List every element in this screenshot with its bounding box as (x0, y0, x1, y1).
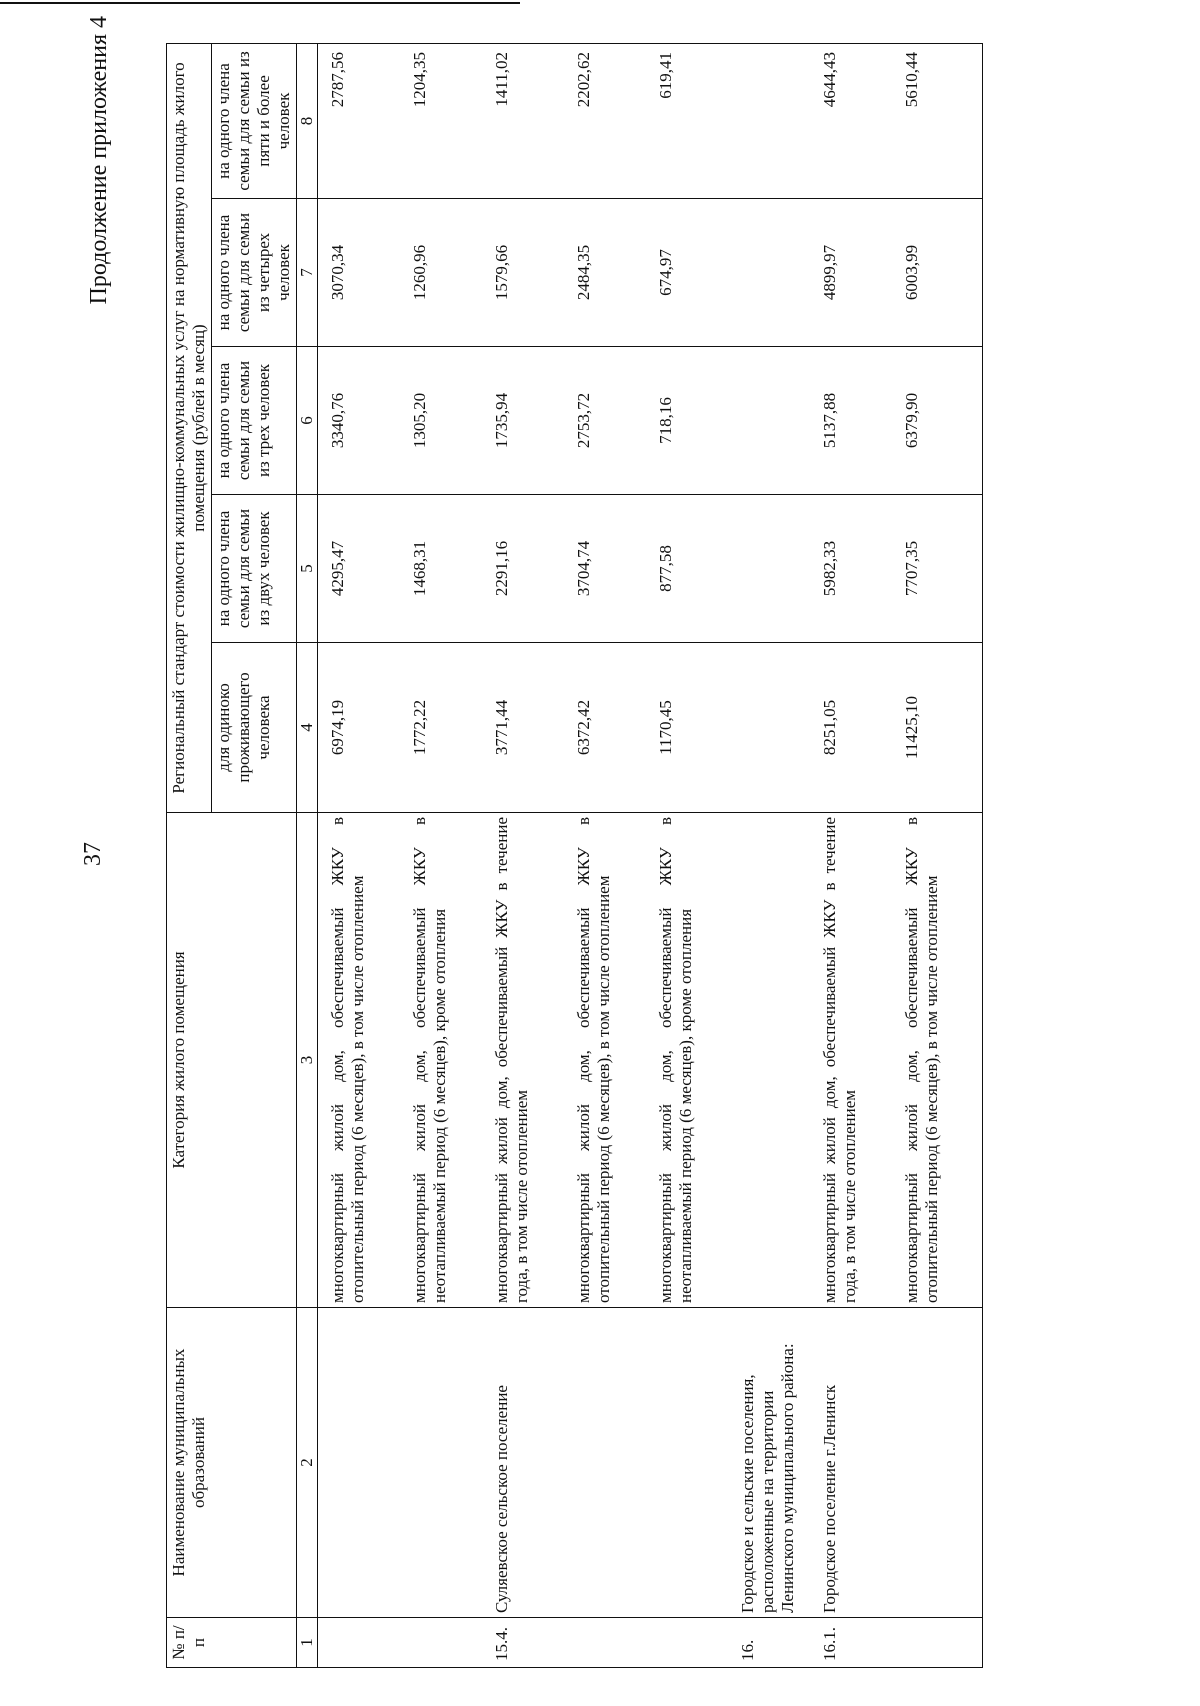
value-family-5plus: 1204,35 (408, 44, 490, 199)
column-number: 7 (297, 199, 318, 347)
row-number: 16. (736, 1618, 818, 1668)
value-family-3: 2753,72 (572, 347, 654, 495)
column-number: 5 (297, 495, 318, 643)
value-family-2: 1468,31 (408, 495, 490, 643)
row-number (408, 1618, 490, 1668)
municipality-name (408, 1308, 490, 1618)
page-number: 37 (80, 842, 106, 866)
value-family-3: 1305,20 (408, 347, 490, 495)
value-family-5plus: 1411,02 (490, 44, 572, 199)
value-family-4 (736, 199, 818, 347)
value-family-5plus: 2787,56 (318, 44, 409, 199)
municipality-name: Суляевское сельское поселение (490, 1308, 572, 1618)
value-single: 8251,05 (818, 643, 900, 813)
value-family-5plus: 619,41 (654, 44, 736, 199)
row-number (318, 1618, 409, 1668)
column-number: 3 (297, 813, 318, 1308)
value-family-4: 6003,99 (900, 199, 983, 347)
municipality-name (318, 1308, 409, 1618)
value-single: 11425,10 (900, 643, 983, 813)
header-col5: на одного члена семьи для семьи из двух человек (212, 495, 297, 643)
value-family-5plus: 2202,62 (572, 44, 654, 199)
value-family-5plus: 5610,44 (900, 44, 983, 199)
value-family-3: 718,16 (654, 347, 736, 495)
value-family-5plus: 4644,43 (818, 44, 900, 199)
value-family-4: 1260,96 (408, 199, 490, 347)
municipality-name (900, 1308, 983, 1618)
value-family-4: 4899,97 (818, 199, 900, 347)
housing-category: многоквартирный жилой дом, обеспечиваемый ЖКУ в течение года, в том числе отоплением (490, 813, 572, 1308)
header-col8: на одного члена семьи для семьи из пяти и более человек (212, 44, 297, 199)
value-family-4: 674,97 (654, 199, 736, 347)
column-number: 4 (297, 643, 318, 813)
value-family-3: 1735,94 (490, 347, 572, 495)
municipality-name: Городское и сельские поселения, расположенные на территории Ленинского муниципального района: (736, 1308, 818, 1618)
value-family-3: 3340,76 (318, 347, 409, 495)
table-row (490, 44, 572, 1668)
header-name: Наименование муниципальных образований (167, 1308, 297, 1618)
value-single: 3771,44 (490, 643, 572, 813)
value-single: 6372,42 (572, 643, 654, 813)
value-family-3 (736, 347, 818, 495)
table-row (818, 44, 900, 1668)
value-single: 1170,45 (654, 643, 736, 813)
header-col6: на одного члена семьи для семьи из трех человек (212, 347, 297, 495)
column-number: 1 (297, 1618, 318, 1668)
value-single (736, 643, 818, 813)
column-number: 8 (297, 44, 318, 199)
table-row (318, 44, 409, 1668)
value-family-4: 1579,66 (490, 199, 572, 347)
value-family-2: 5982,33 (818, 495, 900, 643)
value-family-3: 5137,88 (818, 347, 900, 495)
continuation-title: Продолжение приложения 4 (86, 16, 112, 305)
municipality-name: Городское поселение г.Ленинск (818, 1308, 900, 1618)
table-row (736, 44, 818, 1668)
value-single: 1772,22 (408, 643, 490, 813)
column-number: 6 (297, 347, 318, 495)
housing-category: многоквартирный жилой дом, обеспечиваемый ЖКУ в отопительный период (6 месяцев), в том числе отоплением (900, 813, 983, 1308)
housing-category: многоквартирный жилой дом, обеспечиваемый ЖКУ в отопительный период (6 месяцев), в том числе отоплением (572, 813, 654, 1308)
value-family-2 (736, 495, 818, 643)
value-family-2: 4295,47 (318, 495, 409, 643)
value-family-2: 2291,16 (490, 495, 572, 643)
value-family-3: 6379,90 (900, 347, 983, 495)
header-col7: на одного члена семьи для семьи из четырех человек (212, 199, 297, 347)
row-number (572, 1618, 654, 1668)
housing-category: многоквартирный жилой дом, обеспечиваемый ЖКУ в отопительный период (6 месяцев), в том числе отоплением (318, 813, 409, 1308)
value-family-2: 877,58 (654, 495, 736, 643)
value-family-2: 7707,35 (900, 495, 983, 643)
housing-category: многоквартирный жилой дом, обеспечиваемый ЖКУ в неотапливаемый период (6 месяцев), кроме отопления (654, 813, 736, 1308)
table-row (900, 44, 983, 1668)
row-number: 15.4. (490, 1618, 572, 1668)
municipality-name (654, 1308, 736, 1618)
value-family-4: 3070,34 (318, 199, 409, 347)
header-num: № п/п (167, 1618, 297, 1668)
standards-table (166, 43, 983, 1668)
header-col4: для одиноко проживающего человека (212, 643, 297, 813)
value-family-2: 3704,74 (572, 495, 654, 643)
row-number (654, 1618, 736, 1668)
header-category: Категория жилого помещения (167, 813, 297, 1308)
value-single: 6974,19 (318, 643, 409, 813)
table-row (654, 44, 736, 1668)
housing-category: многоквартирный жилой дом, обеспечиваемый ЖКУ в неотапливаемый период (6 месяцев), кроме отопления (408, 813, 490, 1308)
column-number: 2 (297, 1308, 318, 1618)
row-number: 16.1. (818, 1618, 900, 1668)
municipality-name (572, 1308, 654, 1618)
header-standard: Региональный стандарт стоимости жилищно-коммунальных услуг на нормативную площадь жилого помещения (рублей в месяц) (167, 44, 212, 813)
table-row (408, 44, 490, 1668)
value-family-4: 2484,35 (572, 199, 654, 347)
housing-category (736, 813, 818, 1308)
value-family-5plus (736, 44, 818, 199)
housing-category: многоквартирный жилой дом, обеспечиваемый ЖКУ в течение года, в том числе отоплением (818, 813, 900, 1308)
table-row (572, 44, 654, 1668)
row-number (900, 1618, 983, 1668)
